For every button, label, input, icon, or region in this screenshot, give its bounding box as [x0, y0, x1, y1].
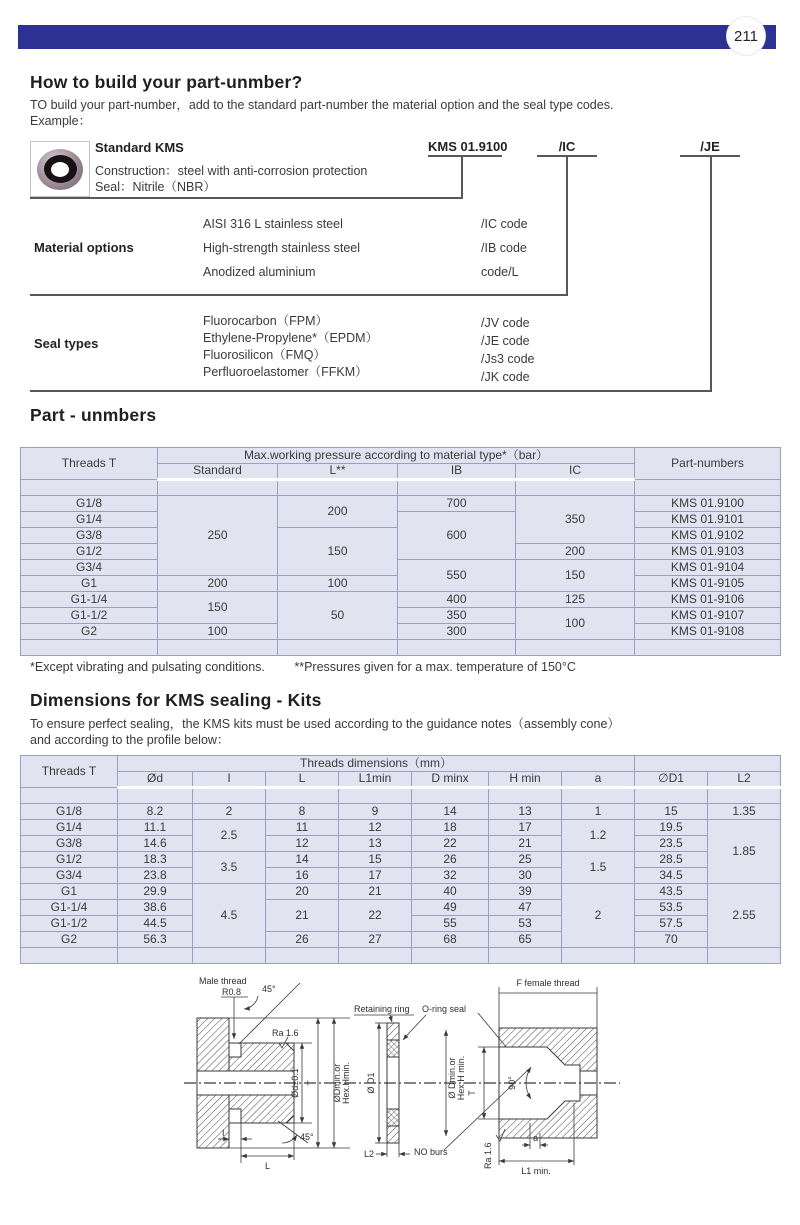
cell-part-number: KMS 01.9102: [635, 528, 781, 544]
seal-types-label: Seal types: [34, 336, 99, 351]
table-subheader-row: [21, 772, 781, 788]
cell-part-number: KMS 01-9107: [635, 608, 781, 624]
cell-ib: 350: [398, 608, 516, 624]
cell-hm: 47: [489, 900, 562, 916]
table-row: [21, 852, 781, 868]
spacer-row: [21, 948, 781, 964]
cell-hm: 17: [489, 820, 562, 836]
col-header-empty: [635, 756, 781, 772]
cell-dm: 32: [412, 868, 489, 884]
cell-l: 200: [278, 496, 398, 528]
spacer-cell: [278, 640, 398, 656]
cell-a: 2: [562, 884, 635, 948]
spacer-cell: [562, 788, 635, 804]
cell-thread: G1: [21, 576, 158, 592]
cell-thread: G1/2: [21, 852, 118, 868]
material-option-name: High-strength stainless steel: [203, 241, 361, 255]
spacer-cell: [412, 948, 489, 964]
cell-part-number: KMS 01.9101: [635, 512, 781, 528]
col-header-partnumbers: Part-numbers: [635, 448, 781, 480]
spacer-cell: [516, 480, 635, 496]
cell-i: 3.5: [193, 852, 266, 884]
cell-ic: 200: [516, 544, 635, 560]
cell-l2: 1.35: [708, 804, 781, 820]
cell-l1: 15: [339, 852, 412, 868]
dimensions-intro-1: To ensure perfect sealing，the KMS kits must be used according to the guidance notes（assembly cone）: [30, 717, 620, 731]
col-header-pressure: Max.working pressure according to material type*（bar）: [158, 448, 635, 464]
example-code-je: /JE: [700, 139, 720, 154]
cell-part-number: KMS 01-9106: [635, 592, 781, 608]
separator-seal-types: [30, 390, 712, 392]
cell-thread: G1-1/2: [21, 608, 158, 624]
section-title-part-numbers: Part - unmbers: [30, 405, 157, 425]
label-dim-l2: L2: [363, 1149, 374, 1159]
material-option-name: AISI 316 L stainless steel: [203, 217, 343, 231]
spacer-cell: [635, 480, 781, 496]
table-row: [21, 868, 781, 884]
cell-d: 14.6: [118, 836, 193, 852]
separator-material-options: [30, 294, 568, 296]
cell-d1: 43.5: [635, 884, 708, 900]
cell-dm: 55: [412, 916, 489, 932]
material-option-name: Anodized aluminium: [203, 265, 316, 279]
cell-hm: 39: [489, 884, 562, 900]
table-row: [21, 496, 781, 512]
label-dim-t-mid: Hex.H min.: [456, 1055, 466, 1101]
label-o-ring-seal: O-ring seal: [422, 1004, 467, 1014]
cell-hm: 21: [489, 836, 562, 852]
col-header-dimensions-group: Threads dimensions（mm）: [118, 756, 635, 772]
cell-thread: G1/2: [21, 544, 158, 560]
footnote-2: **Pressures given for a max. temperature of 150°C: [294, 659, 576, 674]
cell-hm: 25: [489, 852, 562, 868]
cell-ib: 700: [398, 496, 516, 512]
col-header-dminx: D minx: [412, 772, 489, 788]
cell-hm: 53: [489, 916, 562, 932]
col-header-l2: L2: [708, 772, 781, 788]
spacer-cell: [398, 480, 516, 496]
spacer-cell: [708, 948, 781, 964]
cell-l: 20: [266, 884, 339, 900]
seal-type-code: /JE code: [481, 334, 530, 348]
cell-standard: 100: [158, 624, 278, 640]
spacer-cell: [193, 948, 266, 964]
spacer-cell: [516, 640, 635, 656]
spacer-cell: [278, 480, 398, 496]
spacer-cell: [635, 640, 781, 656]
technical-drawing: [182, 973, 622, 1208]
cell-part-number: KMS 01.9100: [635, 496, 781, 512]
spacer-cell: [489, 948, 562, 964]
label-male-thread: Male thread: [199, 976, 247, 986]
example-seal: Seal：Nitrile（NBR）: [95, 180, 216, 194]
cell-thread: G1/4: [21, 512, 158, 528]
cell-dm: 26: [412, 852, 489, 868]
label-45-top: 45°: [262, 984, 276, 994]
cell-thread: G1/4: [21, 820, 118, 836]
table-row: [21, 560, 781, 576]
cell-i: 2: [193, 804, 266, 820]
dimensions-table: [20, 755, 781, 964]
seal-type-code: /JK code: [481, 370, 530, 384]
cell-thread: G1: [21, 884, 118, 900]
col-header-i: I: [193, 772, 266, 788]
footnote-1: *Except vibrating and pulsating conditions.: [30, 659, 265, 674]
section-title-dimensions: Dimensions for KMS sealing - Kits: [30, 690, 322, 710]
example-construction: Construction：steel with anti-corrosion protection: [95, 164, 368, 178]
label-r08: R0.8: [222, 987, 242, 997]
seal-type-code: /Js3 code: [481, 352, 535, 366]
underline-part-number: [428, 155, 502, 157]
table-row: [21, 512, 781, 528]
cell-ic: 125: [516, 592, 635, 608]
col-header-threads: Threads T: [21, 756, 118, 788]
cell-d1: 23.5: [635, 836, 708, 852]
cell-l: 12: [266, 836, 339, 852]
cell-hm: 65: [489, 932, 562, 948]
cell-dm: 40: [412, 884, 489, 900]
example-code-ic: /IC: [558, 139, 576, 154]
cell-l: 16: [266, 868, 339, 884]
col-header-l1min: L1min: [339, 772, 412, 788]
cell-l1: 21: [339, 884, 412, 900]
label-t-mid: T: [467, 1090, 477, 1096]
spacer-cell: [158, 640, 278, 656]
label-dim-t-left: T: [306, 1080, 316, 1086]
seal-type-name: Fluorocarbon（FPM）: [203, 314, 329, 328]
cell-l1: 17: [339, 868, 412, 884]
col-header-d: Ød: [118, 772, 193, 788]
cell-part-number: KMS 01-9108: [635, 624, 781, 640]
cell-d1: 15: [635, 804, 708, 820]
cell-d: 29.9: [118, 884, 193, 900]
cell-l2: 2.55: [708, 884, 781, 948]
spacer-cell: [635, 948, 708, 964]
cell-a: 1.5: [562, 852, 635, 884]
spacer-cell: [412, 788, 489, 804]
page-number: 211: [734, 27, 758, 45]
table-header-row: [21, 756, 781, 772]
material-options-label: Material options: [34, 240, 134, 255]
dimensions-intro-2: and according to the profile below：: [30, 733, 230, 747]
spacer-cell: [118, 788, 193, 804]
material-option-code: /IC code: [481, 217, 528, 231]
label-dim-odmin-1: ØDmin.or: [332, 1063, 342, 1103]
label-female-thread: F female thread: [516, 978, 580, 988]
spacer-cell: [118, 948, 193, 964]
spacer-cell: [562, 948, 635, 964]
cell-d: 23.8: [118, 868, 193, 884]
cell-ib: 300: [398, 624, 516, 640]
cell-thread: G3/8: [21, 836, 118, 852]
cell-dm: 49: [412, 900, 489, 916]
cell-part-number: KMS 01-9104: [635, 560, 781, 576]
cell-ic: 100: [516, 608, 635, 640]
cell-d: 11.1: [118, 820, 193, 836]
label-ra16-left: Ra 1.6: [272, 1028, 299, 1038]
spacer-cell: [266, 788, 339, 804]
table-row: [21, 820, 781, 836]
cell-thread: G3/4: [21, 560, 158, 576]
cell-thread: G1-1/4: [21, 900, 118, 916]
spacer-cell: [339, 948, 412, 964]
table-row: [21, 836, 781, 852]
cell-l: 8: [266, 804, 339, 820]
connector-part-number: [461, 157, 463, 197]
cell-l: 150: [278, 528, 398, 576]
cell-d1: 34.5: [635, 868, 708, 884]
cell-l1: 12: [339, 820, 412, 836]
cell-l: 14: [266, 852, 339, 868]
cell-thread: G3/4: [21, 868, 118, 884]
label-dim-l1: L1 min.: [521, 1166, 551, 1176]
table-row: [21, 932, 781, 948]
cell-l1: 13: [339, 836, 412, 852]
cell-ic: 350: [516, 496, 635, 544]
table-row: [21, 804, 781, 820]
label-90: 90°: [507, 1076, 517, 1090]
spacer-cell: [489, 788, 562, 804]
table-row: [21, 884, 781, 900]
example-part-number: KMS 01.9100: [428, 139, 508, 154]
spacer-row: [21, 480, 781, 496]
separator-example: [30, 197, 463, 199]
seal-type-code: /JV code: [481, 316, 530, 330]
label-45-bottom: 45°: [300, 1132, 314, 1142]
seal-type-name: Ethylene-Propylene*（EPDM）: [203, 331, 379, 345]
seal-center-hole: [51, 162, 69, 177]
label-dim-od: Ød±0.1: [290, 1068, 300, 1098]
spacer-cell: [21, 948, 118, 964]
table-row: [21, 900, 781, 916]
cell-a: 1: [562, 804, 635, 820]
spacer-cell: [398, 640, 516, 656]
col-header-d1: ∅D1: [635, 772, 708, 788]
cell-l1: 9: [339, 804, 412, 820]
col-header-a: a: [562, 772, 635, 788]
part-numbers-table: [20, 447, 781, 656]
cell-ib: 600: [398, 512, 516, 560]
page-number-badge: [727, 17, 765, 55]
cell-ib: 550: [398, 560, 516, 592]
spacer-row: [21, 788, 781, 804]
spacer-cell: [158, 480, 278, 496]
cell-dm: 22: [412, 836, 489, 852]
cell-a: 1.2: [562, 820, 635, 852]
cell-d1: 57.5: [635, 916, 708, 932]
cell-hm: 30: [489, 868, 562, 884]
cell-l: 26: [266, 932, 339, 948]
female-part-figure: [444, 987, 597, 1165]
cell-l: 50: [278, 592, 398, 640]
spacer-cell: [708, 788, 781, 804]
cell-i: 2.5: [193, 820, 266, 852]
col-header-ib: IB: [398, 464, 516, 480]
label-dim-i: I: [222, 1128, 225, 1138]
col-header-threads: Threads T: [21, 448, 158, 480]
example-product-title: Standard KMS: [95, 140, 184, 155]
connector-je: [710, 157, 712, 390]
col-header-hmin: H min: [489, 772, 562, 788]
spacer-cell: [193, 788, 266, 804]
table-footnote: [30, 660, 576, 674]
cell-thread: G1-1/4: [21, 592, 158, 608]
cell-d: 38.6: [118, 900, 193, 916]
col-header-l: L: [266, 772, 339, 788]
cell-l: 21: [266, 900, 339, 932]
cell-thread: G3/8: [21, 528, 158, 544]
cell-l1: 22: [339, 900, 412, 932]
cell-thread: G1/8: [21, 804, 118, 820]
label-retaining-ring: Retaining ring: [354, 1004, 410, 1014]
cell-ib: 400: [398, 592, 516, 608]
cell-thread: G2: [21, 932, 118, 948]
label-dim-od1: Ø D1: [366, 1072, 376, 1094]
cell-d: 18.3: [118, 852, 193, 868]
label-ra16-right: Ra 1.6: [483, 1142, 493, 1169]
label-dim-odmin-2: Hex.Hmin.: [341, 1061, 351, 1105]
male-part-figure: [197, 983, 350, 1163]
cell-d: 56.3: [118, 932, 193, 948]
cell-d1: 28.5: [635, 852, 708, 868]
spacer-cell: [266, 948, 339, 964]
cell-thread: G2: [21, 624, 158, 640]
table-row: [21, 608, 781, 624]
seal-rubber-ring: [44, 155, 77, 183]
seal-type-name: Perfluoroelastomer（FFKM）: [203, 365, 368, 379]
cell-d1: 70: [635, 932, 708, 948]
connector-ic: [566, 157, 568, 294]
cell-dm: 18: [412, 820, 489, 836]
seal-metal-ring: [37, 149, 83, 190]
label-no-burs: NO burs: [414, 1147, 448, 1157]
table-header-row: [21, 448, 781, 464]
section-title-how-to-build: How to build your part-unmber?: [30, 72, 303, 92]
seal-type-name: Fluorosilicon（FMQ）: [203, 348, 326, 362]
cell-d: 8.2: [118, 804, 193, 820]
cell-hm: 13: [489, 804, 562, 820]
cell-dm: 68: [412, 932, 489, 948]
spacer-cell: [21, 640, 158, 656]
col-header-ic: IC: [516, 464, 635, 480]
table-row: [21, 624, 781, 640]
cell-i: 4.5: [193, 884, 266, 948]
material-option-code: /IB code: [481, 241, 527, 255]
cell-standard: 250: [158, 496, 278, 576]
label-dim-l: L: [265, 1161, 271, 1171]
material-option-code: code/L: [481, 265, 519, 279]
cell-part-number: KMS 01-9105: [635, 576, 781, 592]
intro-line-2: Example：: [30, 114, 92, 128]
label-dim-a: a: [533, 1133, 539, 1143]
cell-d1: 19.5: [635, 820, 708, 836]
spacer-cell: [635, 788, 708, 804]
cell-d: 44.5: [118, 916, 193, 932]
spacer-row: [21, 640, 781, 656]
col-header-standard: Standard: [158, 464, 278, 480]
cell-l2: 1.85: [708, 820, 781, 884]
spacer-cell: [21, 788, 118, 804]
cell-l: 11: [266, 820, 339, 836]
cell-standard: 150: [158, 592, 278, 624]
header-bar: [18, 25, 776, 49]
intro-line-1: TO build your part-number，add to the standard part-number the material option and the seal type codes.: [30, 98, 614, 112]
cell-ic: 150: [516, 560, 635, 592]
spacer-cell: [339, 788, 412, 804]
cell-standard: 200: [158, 576, 278, 592]
cell-dm: 14: [412, 804, 489, 820]
cell-part-number: KMS 01.9103: [635, 544, 781, 560]
label-dim-odmin-mid-1: Ø Dmin.or: [447, 1057, 457, 1099]
cell-d1: 53.5: [635, 900, 708, 916]
seal-product-image: [30, 141, 90, 197]
cell-l: 100: [278, 576, 398, 592]
cell-l1: 27: [339, 932, 412, 948]
table-row: [21, 592, 781, 608]
cell-thread: G1-1/2: [21, 916, 118, 932]
spacer-cell: [21, 480, 158, 496]
cell-thread: G1/8: [21, 496, 158, 512]
col-header-l: L**: [278, 464, 398, 480]
